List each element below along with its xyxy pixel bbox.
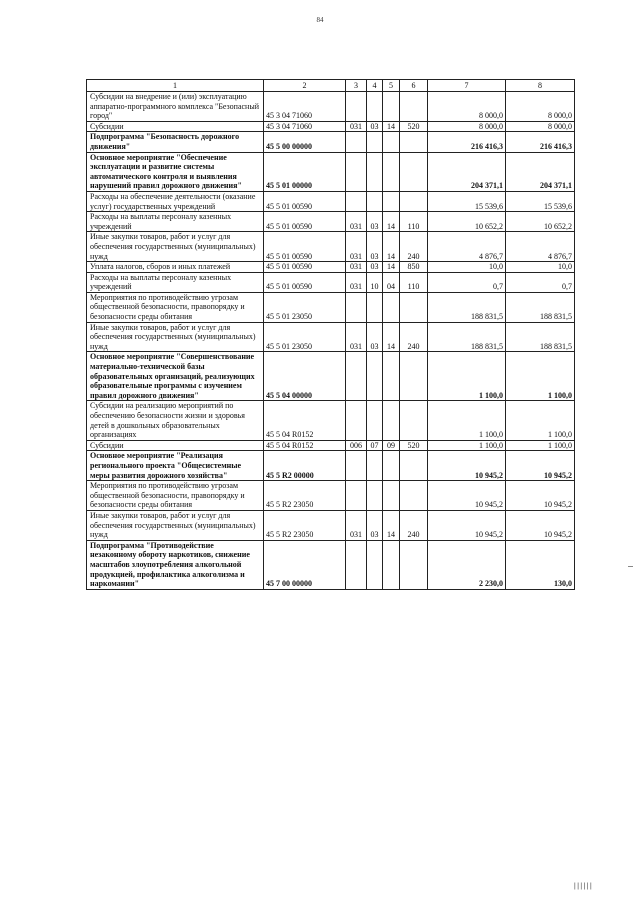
subsection-code-cell bbox=[383, 481, 400, 511]
margin-mark bbox=[628, 566, 633, 567]
row-name-cell: Основное мероприятие "Реализация регионального проекта "Общесистемные меры развития дорожного хозяйства" bbox=[87, 451, 264, 481]
subsection-code-cell bbox=[383, 352, 400, 401]
amount-col7-cell: 204 371,1 bbox=[428, 152, 506, 191]
classifier-code-cell: 45 5 R2 23050 bbox=[264, 510, 346, 540]
amount-col8-cell: 1 100,0 bbox=[506, 401, 575, 440]
section-code-cell: 03 bbox=[367, 322, 383, 352]
section-code-cell: 10 bbox=[367, 272, 383, 292]
section-code-cell bbox=[367, 481, 383, 511]
classifier-code-cell: 45 5 01 00000 bbox=[264, 152, 346, 191]
department-code-cell: 031 bbox=[346, 272, 367, 292]
table-row bbox=[87, 292, 575, 322]
department-code-cell: 031 bbox=[346, 322, 367, 352]
subsection-code-cell bbox=[383, 292, 400, 322]
row-name-cell: Подпрограмма "Безопасность дорожного движения" bbox=[87, 132, 264, 152]
row-name-cell: Основное мероприятие "Обеспечение эксплуатации и развитие системы автоматического контроля и выявления нарушений правил дорожного движения" bbox=[87, 152, 264, 191]
table-row bbox=[87, 272, 575, 292]
expense-type-cell: 520 bbox=[400, 440, 428, 451]
table-row bbox=[87, 92, 575, 122]
classifier-code-cell: 45 3 04 71060 bbox=[264, 121, 346, 132]
amount-col7-cell: 1 100,0 bbox=[428, 440, 506, 451]
subsection-code-cell bbox=[383, 132, 400, 152]
amount-col7-cell: 4 876,7 bbox=[428, 232, 506, 262]
classifier-code-cell: 45 5 04 R0152 bbox=[264, 401, 346, 440]
department-code-cell bbox=[346, 292, 367, 322]
amount-col7-cell: 8 000,0 bbox=[428, 92, 506, 122]
department-code-cell bbox=[346, 352, 367, 401]
row-name-cell: Субсидии bbox=[87, 440, 264, 451]
section-code-cell bbox=[367, 540, 383, 589]
table-row bbox=[87, 481, 575, 511]
subsection-code-cell: 14 bbox=[383, 322, 400, 352]
row-name-cell: Иные закупки товаров, работ и услуг для обеспечения государственных (муниципальных) нужд bbox=[87, 232, 264, 262]
amount-col7-cell: 2 230,0 bbox=[428, 540, 506, 589]
table-row bbox=[87, 152, 575, 191]
classifier-code-cell: 45 5 04 R0152 bbox=[264, 440, 346, 451]
classifier-code-cell: 45 5 01 00590 bbox=[264, 191, 346, 211]
table-row bbox=[87, 401, 575, 440]
classifier-code-cell: 45 5 01 00590 bbox=[264, 212, 346, 232]
page-number: 84 bbox=[316, 16, 324, 24]
section-code-cell: 03 bbox=[367, 121, 383, 132]
amount-col7-cell: 188 831,5 bbox=[428, 322, 506, 352]
expense-type-cell bbox=[400, 152, 428, 191]
department-code-cell: 031 bbox=[346, 232, 367, 262]
table-row bbox=[87, 262, 575, 273]
section-code-cell bbox=[367, 292, 383, 322]
column-header: 4 bbox=[367, 80, 383, 92]
column-header: 5 bbox=[383, 80, 400, 92]
amount-col8-cell: 204 371,1 bbox=[506, 152, 575, 191]
amount-col7-cell: 8 000,0 bbox=[428, 121, 506, 132]
amount-col7-cell: 10 945,2 bbox=[428, 481, 506, 511]
department-code-cell: 031 bbox=[346, 121, 367, 132]
classifier-code-cell: 45 5 00 00000 bbox=[264, 132, 346, 152]
column-header: 7 bbox=[428, 80, 506, 92]
amount-col7-cell: 10 652,2 bbox=[428, 212, 506, 232]
row-name-cell: Подпрограмма "Противодействие незаконному обороту наркотиков, снижение масштабов злоупотребления алкогольной продукцией, профилактика алкоголизма и наркомании" bbox=[87, 540, 264, 589]
row-name-cell: Расходы на выплаты персоналу казенных учреждений bbox=[87, 212, 264, 232]
amount-col7-cell: 0,7 bbox=[428, 272, 506, 292]
classifier-code-cell: 45 5 01 00590 bbox=[264, 262, 346, 273]
amount-col8-cell: 8 000,0 bbox=[506, 121, 575, 132]
department-code-cell bbox=[346, 191, 367, 211]
table-row bbox=[87, 212, 575, 232]
expense-type-cell: 240 bbox=[400, 232, 428, 262]
classifier-code-cell: 45 5 R2 23050 bbox=[264, 481, 346, 511]
subsection-code-cell: 04 bbox=[383, 272, 400, 292]
classifier-code-cell: 45 7 00 00000 bbox=[264, 540, 346, 589]
section-code-cell bbox=[367, 132, 383, 152]
column-header: 1 bbox=[87, 80, 264, 92]
subsection-code-cell: 14 bbox=[383, 262, 400, 273]
amount-col8-cell: 188 831,5 bbox=[506, 292, 575, 322]
table-row bbox=[87, 322, 575, 352]
department-code-cell bbox=[346, 152, 367, 191]
section-code-cell bbox=[367, 92, 383, 122]
classifier-code-cell: 45 5 04 00000 bbox=[264, 352, 346, 401]
table-row bbox=[87, 451, 575, 481]
subsection-code-cell bbox=[383, 451, 400, 481]
amount-col8-cell: 8 000,0 bbox=[506, 92, 575, 122]
amount-col7-cell: 10,0 bbox=[428, 262, 506, 273]
column-header: 3 bbox=[346, 80, 367, 92]
table-row bbox=[87, 132, 575, 152]
expense-type-cell bbox=[400, 92, 428, 122]
department-code-cell bbox=[346, 481, 367, 511]
amount-col8-cell: 10,0 bbox=[506, 262, 575, 273]
amount-col7-cell: 10 945,2 bbox=[428, 451, 506, 481]
department-code-cell bbox=[346, 92, 367, 122]
department-code-cell bbox=[346, 401, 367, 440]
department-code-cell: 031 bbox=[346, 212, 367, 232]
section-code-cell: 03 bbox=[367, 262, 383, 273]
table-row bbox=[87, 191, 575, 211]
amount-col8-cell: 130,0 bbox=[506, 540, 575, 589]
amount-col8-cell: 188 831,5 bbox=[506, 322, 575, 352]
subsection-code-cell bbox=[383, 191, 400, 211]
row-name-cell: Иные закупки товаров, работ и услуг для обеспечения государственных (муниципальных) нужд bbox=[87, 322, 264, 352]
amount-col7-cell: 1 100,0 bbox=[428, 352, 506, 401]
subsection-code-cell: 14 bbox=[383, 212, 400, 232]
scan-mark: |||||| bbox=[572, 883, 592, 891]
table-row bbox=[87, 352, 575, 401]
amount-col8-cell: 0,7 bbox=[506, 272, 575, 292]
subsection-code-cell: 14 bbox=[383, 121, 400, 132]
amount-col8-cell: 15 539,6 bbox=[506, 191, 575, 211]
department-code-cell: 031 bbox=[346, 510, 367, 540]
expense-type-cell bbox=[400, 191, 428, 211]
row-name-cell: Субсидии на внедрение и (или) эксплуатацию аппаратно-программного комплекса "Безопасный город" bbox=[87, 92, 264, 122]
classifier-code-cell: 45 5 01 00590 bbox=[264, 232, 346, 262]
column-header: 2 bbox=[264, 80, 346, 92]
section-code-cell bbox=[367, 152, 383, 191]
amount-col7-cell: 15 539,6 bbox=[428, 191, 506, 211]
amount-col8-cell: 10 945,2 bbox=[506, 451, 575, 481]
table-row bbox=[87, 510, 575, 540]
section-code-cell bbox=[367, 352, 383, 401]
expense-type-cell bbox=[400, 401, 428, 440]
section-code-cell: 03 bbox=[367, 510, 383, 540]
classifier-code-cell: 45 5 01 00590 bbox=[264, 272, 346, 292]
expense-type-cell: 240 bbox=[400, 510, 428, 540]
expense-type-cell bbox=[400, 451, 428, 481]
subsection-code-cell bbox=[383, 401, 400, 440]
subsection-code-cell bbox=[383, 152, 400, 191]
table-row bbox=[87, 232, 575, 262]
expense-type-cell: 240 bbox=[400, 322, 428, 352]
amount-col8-cell: 216 416,3 bbox=[506, 132, 575, 152]
table-header-row bbox=[87, 80, 575, 92]
amount-col8-cell: 1 100,0 bbox=[506, 352, 575, 401]
expense-type-cell bbox=[400, 132, 428, 152]
expense-type-cell bbox=[400, 292, 428, 322]
table-row bbox=[87, 440, 575, 451]
amount-col7-cell: 1 100,0 bbox=[428, 401, 506, 440]
row-name-cell: Мероприятия по противодействию угрозам общественной безопасности, правопорядку и безопасности среды обитания bbox=[87, 292, 264, 322]
expense-type-cell bbox=[400, 352, 428, 401]
department-code-cell: 006 bbox=[346, 440, 367, 451]
department-code-cell bbox=[346, 540, 367, 589]
column-header: 6 bbox=[400, 80, 428, 92]
row-name-cell: Расходы на обеспечение деятельности (оказание услуг) государственных учреждений bbox=[87, 191, 264, 211]
amount-col7-cell: 10 945,2 bbox=[428, 510, 506, 540]
expense-type-cell: 520 bbox=[400, 121, 428, 132]
section-code-cell: 03 bbox=[367, 212, 383, 232]
section-code-cell: 07 bbox=[367, 440, 383, 451]
amount-col7-cell: 188 831,5 bbox=[428, 292, 506, 322]
section-code-cell bbox=[367, 191, 383, 211]
expense-type-cell: 110 bbox=[400, 272, 428, 292]
section-code-cell bbox=[367, 451, 383, 481]
row-name-cell: Субсидии bbox=[87, 121, 264, 132]
subsection-code-cell bbox=[383, 540, 400, 589]
classifier-code-cell: 45 5 01 23050 bbox=[264, 322, 346, 352]
amount-col8-cell: 10 945,2 bbox=[506, 510, 575, 540]
amount-col8-cell: 4 876,7 bbox=[506, 232, 575, 262]
classifier-code-cell: 45 3 04 71060 bbox=[264, 92, 346, 122]
amount-col8-cell: 1 100,0 bbox=[506, 440, 575, 451]
section-code-cell: 03 bbox=[367, 232, 383, 262]
subsection-code-cell bbox=[383, 92, 400, 122]
column-header: 8 bbox=[506, 80, 575, 92]
row-name-cell: Мероприятия по противодействию угрозам общественной безопасности, правопорядку и безопасности среды обитания bbox=[87, 481, 264, 511]
amount-col8-cell: 10 945,2 bbox=[506, 481, 575, 511]
expense-type-cell bbox=[400, 481, 428, 511]
row-name-cell: Основное мероприятие "Совершенствование материально-технической базы образовательных организаций, реализующих образовательные программы с изучением правил дорожного движения" bbox=[87, 352, 264, 401]
expense-type-cell: 110 bbox=[400, 212, 428, 232]
row-name-cell: Иные закупки товаров, работ и услуг для обеспечения государственных (муниципальных) нужд bbox=[87, 510, 264, 540]
amount-col7-cell: 216 416,3 bbox=[428, 132, 506, 152]
row-name-cell: Расходы на выплаты персоналу казенных учреждений bbox=[87, 272, 264, 292]
budget-table bbox=[86, 79, 575, 590]
row-name-cell: Субсидии на реализацию мероприятий по обеспечению безопасности жизни и здоровья детей в дошкольных образовательных организациях bbox=[87, 401, 264, 440]
classifier-code-cell: 45 5 R2 00000 bbox=[264, 451, 346, 481]
expense-type-cell: 850 bbox=[400, 262, 428, 273]
department-code-cell bbox=[346, 132, 367, 152]
department-code-cell: 031 bbox=[346, 262, 367, 273]
row-name-cell: Уплата налогов, сборов и иных платежей bbox=[87, 262, 264, 273]
section-code-cell bbox=[367, 401, 383, 440]
expense-type-cell bbox=[400, 540, 428, 589]
subsection-code-cell: 09 bbox=[383, 440, 400, 451]
amount-col8-cell: 10 652,2 bbox=[506, 212, 575, 232]
subsection-code-cell: 14 bbox=[383, 232, 400, 262]
department-code-cell bbox=[346, 451, 367, 481]
subsection-code-cell: 14 bbox=[383, 510, 400, 540]
table-row bbox=[87, 540, 575, 589]
table-row bbox=[87, 121, 575, 132]
classifier-code-cell: 45 5 01 23050 bbox=[264, 292, 346, 322]
